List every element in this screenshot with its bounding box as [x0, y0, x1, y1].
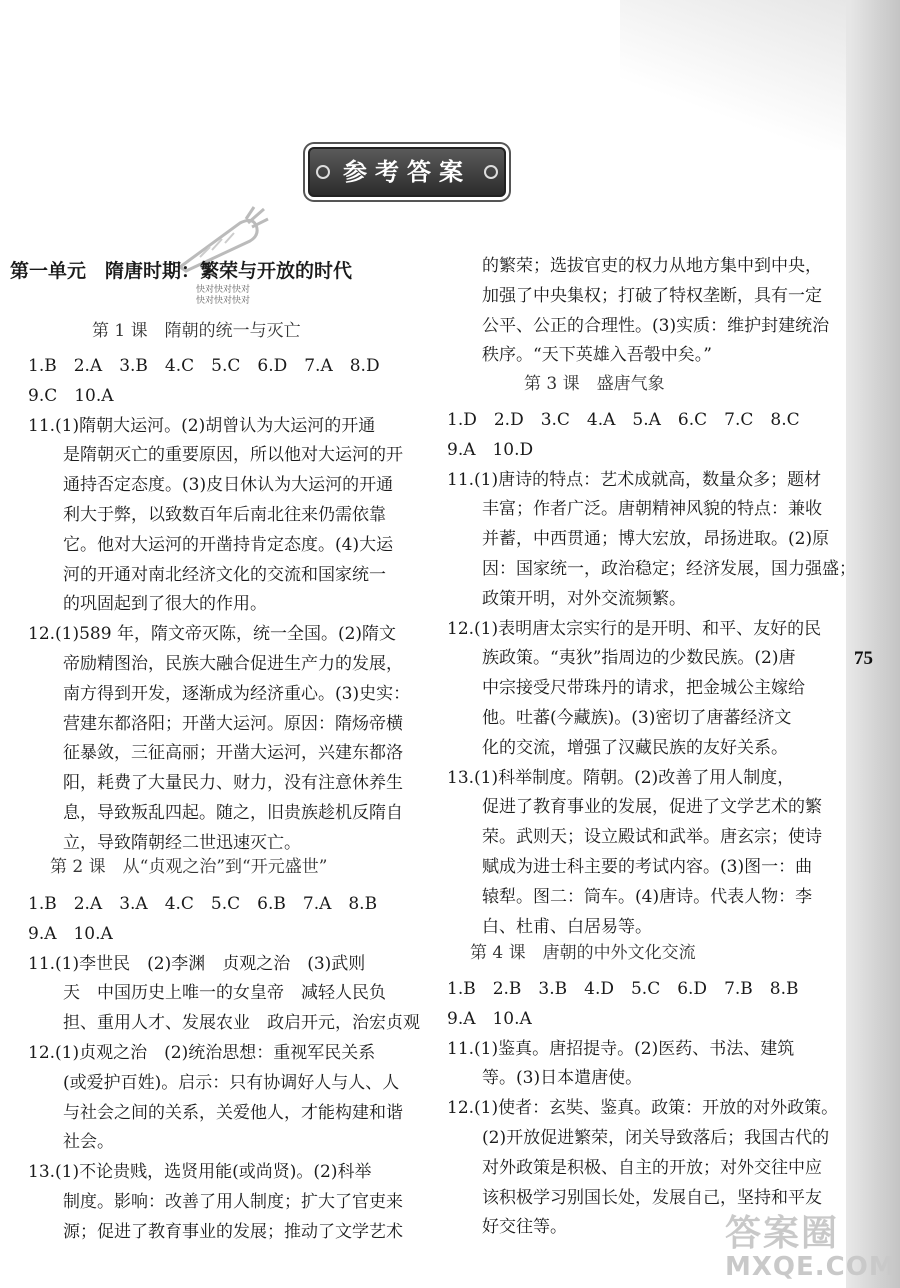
answer-line: 与社会之间的关系，关爱他人，才能构建和谐 [63, 1102, 403, 1123]
answer-line: 社会。 [63, 1132, 114, 1153]
watermark-brand-url: MXQE.COM [725, 1252, 896, 1282]
answer-line: 13.(1)科举制度。隋朝。(2)改善了用人制度， [447, 767, 795, 788]
answer-line: 加强了中央集权；打破了特权垄断，具有一定 [482, 285, 822, 306]
answer-line: 天 中国历史上唯一的女皇帝 减轻人民负 [63, 983, 386, 1004]
answer-line: 政策开明，对外交流频繁。 [482, 588, 686, 609]
answer-line: 阳，耗费了大量民力、财力，没有注意休养生 [63, 773, 403, 794]
answer-line: 征暴敛，三征高丽；开凿大运河，兴建东都洛 [63, 743, 403, 764]
answer-line: (或爱护百姓)。启示：只有协调好人与人、人 [63, 1072, 400, 1093]
lesson-3-answers [447, 406, 856, 942]
answer-line: 12.(1)使者：玄奘、鉴真。政策：开放的对外政策。 [447, 1098, 839, 1119]
answer-line: 帝励精图治，民族大融合促进生产力的发展， [63, 653, 403, 674]
lesson-3-title: 第 3 课 盛唐气象 [524, 374, 665, 394]
answer-line: 赋成为进士科主要的考试内容。(3)图一：曲 [482, 856, 813, 877]
answer-line: 制度。影响：改善了用人制度；扩大了官吏来 [63, 1191, 403, 1212]
answer-line: 11.(1)李世民 (2)李渊 贞观之治 (3)武则 [28, 953, 366, 974]
answer-line: 辕犁。图二：筒车。(4)唐诗。代表人物：李 [482, 886, 813, 907]
lesson-1-answers [28, 352, 410, 859]
answer-line: 营建东都洛阳；开凿大运河。原因：隋炀帝横 [63, 713, 403, 734]
page-title: 参考答案 [343, 157, 471, 186]
answer-line: 9.A 10.D [447, 439, 534, 460]
answer-line: 并蓄，中西贯通；博大宏放，昂扬进取。(2)原 [482, 529, 830, 550]
lesson-4-title: 第 4 课 唐朝的中外文化交流 [470, 943, 696, 963]
lesson-2-title: 第 2 课 从“贞观之治”到“开元盛世” [50, 857, 328, 877]
lesson-2-continued [482, 252, 829, 371]
answer-line: 公平、公正的合理性。(3)实质：维护封建统治 [482, 315, 830, 336]
answer-line: 河的开通对南北经济文化的交流和国家统一 [63, 564, 386, 585]
answer-line: 11.(1)唐诗的特点：艺术成就高，数量众多；题材 [447, 469, 822, 490]
answer-line: 9.A 10.A [447, 1008, 532, 1029]
answer-line: 荣。武则天；设立殿试和武举。唐玄宗；使诗 [482, 827, 822, 848]
answer-line: 丰富；作者广泛。唐朝精神风貌的特点：兼收 [482, 499, 822, 520]
answer-line: 1.B 2.B 3.B 4.D 5.C 6.D 7.B 8.B [447, 979, 799, 999]
answer-line: 它。他对大运河的开凿持肯定态度。(4)大运 [63, 534, 394, 555]
page-number: 75 [854, 648, 873, 669]
banner-ornament-left [316, 165, 330, 179]
answer-line: 13.(1)不论贵贱，选贤用能(或尚贤)。(2)科举 [28, 1162, 372, 1183]
answer-line: 12.(1)表明唐太宗实行的是开明、和平、友好的民 [447, 618, 822, 639]
answer-line: 的繁荣；选拔官吏的权力从地方集中到中央， [482, 256, 822, 276]
answer-line: 11.(1)隋朝大运河。(2)胡曾认为大运河的开通 [28, 415, 376, 436]
lesson-2-answers [28, 890, 420, 1248]
lesson-1-title: 第 1 课 隋朝的统一与灭亡 [92, 321, 301, 341]
answer-line: 秩序。“天下英雄入吾彀中矣。” [482, 345, 712, 366]
answer-line: 化的交流，增强了汉藏民族的友好关系。 [482, 737, 788, 758]
answer-line: 11.(1)鉴真。唐招提寺。(2)医药、书法、建筑 [447, 1038, 795, 1059]
answer-line: 促进了教育事业的发展，促进了文学艺术的繁 [482, 797, 822, 818]
small-watermark [196, 285, 250, 307]
answer-line: 是隋朝灭亡的重要原因，所以他对大运河的开 [63, 445, 403, 466]
answer-line: 因：国家统一，政治稳定；经济发展，国力强盛； [482, 558, 856, 579]
answer-line: 12.(1)589 年，隋文帝灭陈，统一全国。(2)隋文 [28, 624, 397, 645]
answer-line: 利大于弊，以致数百年后南北往来仍需依靠 [63, 504, 386, 525]
answer-line: (2)开放促进繁荣，闭关导致落后；我国古代的 [482, 1127, 830, 1148]
banner-ornament-right [484, 165, 498, 179]
answer-line: 中宗接受尺带珠丹的请求，把金城公主嫁给 [482, 678, 805, 699]
answer-line: 他。吐蕃(今藏族)。(3)密切了唐蕃经济文 [482, 707, 792, 728]
answer-line: 等。(3)日本遣唐使。 [482, 1068, 643, 1089]
answer-line: 1.B 2.A 3.B 4.C 5.C 6.D 7.A 8.D [28, 356, 380, 376]
watermark-line: 快对快对快对 [196, 285, 251, 295]
unit-title: 第一单元 隋唐时期：繁荣与开放的时代 [10, 260, 353, 282]
answer-line: 源；促进了教育事业的发展；推动了文学艺术 [63, 1221, 403, 1242]
answer-line: 南方得到开发，逐渐成为经济重心。(3)史实： [63, 683, 411, 704]
answer-line: 息，导致叛乱四起。随之，旧贵族趁机反隋自 [63, 802, 403, 823]
answer-line: 9.A 10.A [28, 923, 113, 944]
answer-line: 白、杜甫、白居易等。 [482, 916, 652, 937]
answer-line: 9.C 10.A [28, 385, 114, 406]
answer-line: 1.D 2.D 3.C 4.A 5.A 6.C 7.C 8.C [447, 410, 800, 430]
watermark-line: 快对快对快对 [196, 296, 251, 306]
scan-shadow [620, 0, 850, 150]
answer-line: 族政策。“夷狄”指周边的少数民族。(2)唐 [482, 648, 796, 669]
answer-line: 的巩固起到了很大的作用。 [63, 594, 267, 615]
answer-line: 该积极学习别国长处，发展自己，坚持和平友 [482, 1187, 822, 1208]
answer-line: 12.(1)贞观之治 (2)统治思想：重视军民关系 [28, 1042, 376, 1063]
lesson-4-answers [447, 975, 838, 1243]
answer-line: 通持否定态度。(3)皮日休认为大运河的开通 [63, 475, 394, 496]
answer-line: 立，导致隋朝经二世迅速灭亡。 [63, 832, 301, 853]
answer-line: 好交往等。 [482, 1217, 567, 1238]
brand-watermark [725, 1205, 895, 1285]
watermark-brand-name: 答案圈 [725, 1213, 840, 1254]
page-title-banner [308, 147, 506, 197]
answer-line: 1.B 2.A 3.A 4.C 5.C 6.B 7.A 8.B [28, 894, 378, 914]
answer-line: 担、重用人才、发展农业 政启开元，治宏贞观 [63, 1013, 420, 1034]
answer-line: 对外政策是积极、自主的开放；对外交往中应 [482, 1157, 822, 1178]
